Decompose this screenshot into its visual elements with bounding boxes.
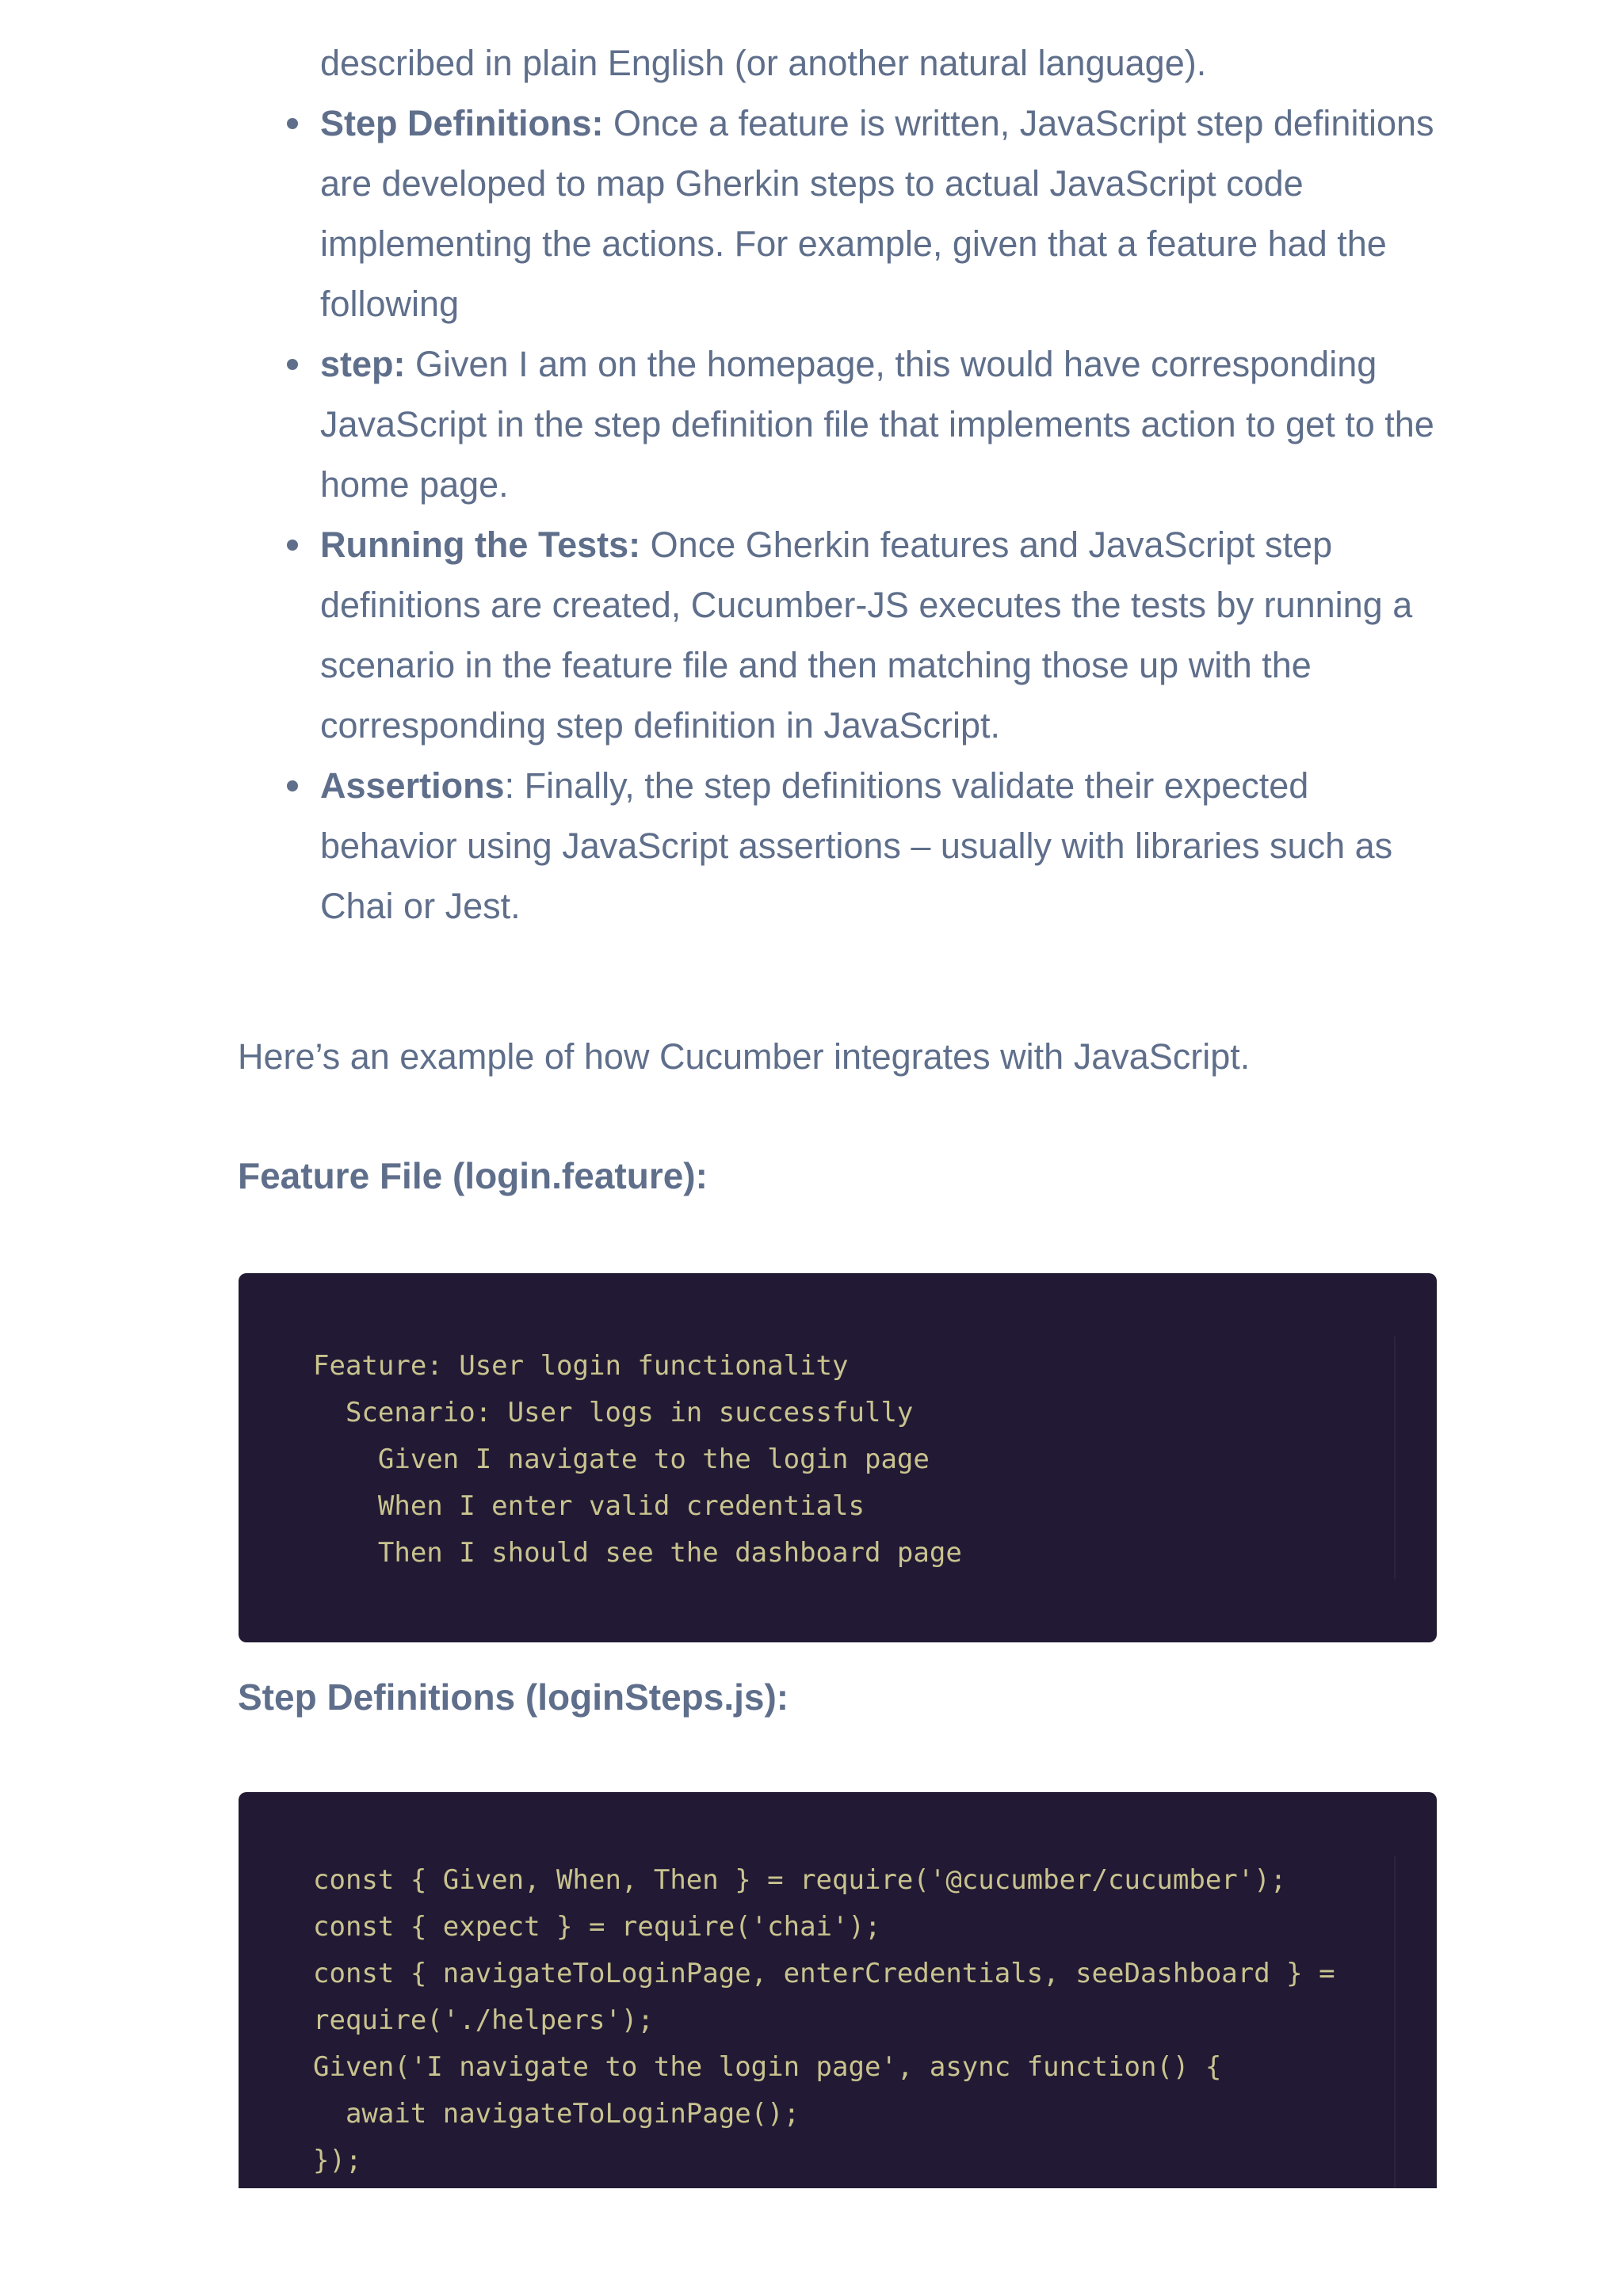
step-definitions-heading: Step Definitions (loginSteps.js): [238, 1676, 789, 1718]
list-item-text: Once Gherkin features and JavaScript step definitions are created, Cucumber-JS executes the tests by running a scenario in the feature file and then matching those up with the corresponding step definition in JavaScript. [320, 524, 1413, 746]
list-item-term: step: [320, 344, 406, 384]
steps-code [313, 1857, 1335, 2184]
list-item-term: Assertions [320, 765, 505, 806]
code-line: }); [313, 2145, 362, 2176]
bullet-dot-icon [287, 359, 298, 370]
list-item-term: Step Definitions: [320, 103, 604, 143]
list-item [238, 515, 1442, 756]
feature-code-block[interactable] [239, 1273, 1437, 1642]
code-line: Scenario: User logs in successfully [313, 1397, 914, 1428]
code-line: When I enter valid credentials [313, 1490, 865, 1522]
code-line: Given I navigate to the login page [313, 1444, 930, 1475]
feature-file-heading: Feature File (login.feature): [238, 1155, 708, 1196]
list-item-text: : Finally, the step definitions validate their expected behavior using JavaScript assertions – usually with libraries such as Chai or Jest. [320, 765, 1393, 926]
code-line: await navigateToLoginPage(); [313, 2098, 800, 2130]
list-item [238, 756, 1442, 936]
code-line: const { expect } = require('chai'); [313, 1911, 881, 1943]
bullet-items [238, 93, 1442, 936]
bullet-list [238, 43, 1442, 936]
code-line: const { navigateToLoginPage, enterCredentials, seeDashboard } = [313, 1958, 1335, 1989]
list-item-text: Once a feature is written, JavaScript step definitions are developed to map Gherkin steps to actual JavaScript code implementing the actions. For example, given that a feature had the following [320, 103, 1434, 324]
bullet-dot-icon [287, 540, 298, 551]
bullet-dot-icon [287, 118, 298, 129]
list-item-text: Given I am on the homepage, this would have corresponding JavaScript in the step definition file that implements action to get to the home page. [320, 344, 1434, 505]
code-line: Feature: User login functionality [313, 1350, 849, 1382]
list-item [238, 93, 1442, 334]
code-scroll-edge [1394, 1337, 1396, 1579]
code-line: Given('I navigate to the login page', async function() { [313, 2051, 1222, 2083]
bullet-dot-icon [287, 780, 298, 791]
list-item-term: Running the Tests: [320, 524, 641, 565]
code-line: Then I should see the dashboard page [313, 1537, 962, 1569]
intro-paragraph: Here’s an example of how Cucumber integrates with JavaScript. [238, 1036, 1251, 1077]
code-line: require('./helpers'); [313, 2004, 654, 2036]
code-scroll-edge [1394, 1855, 1396, 2188]
steps-code-block[interactable] [239, 1792, 1437, 2188]
feature-code [313, 1343, 962, 1577]
code-line: const { Given, When, Then } = require('@cucumber/cucumber'); [313, 1864, 1287, 1896]
list-item [238, 334, 1442, 515]
list-lead-text: described in plain English (or another natural language). [320, 43, 1207, 83]
